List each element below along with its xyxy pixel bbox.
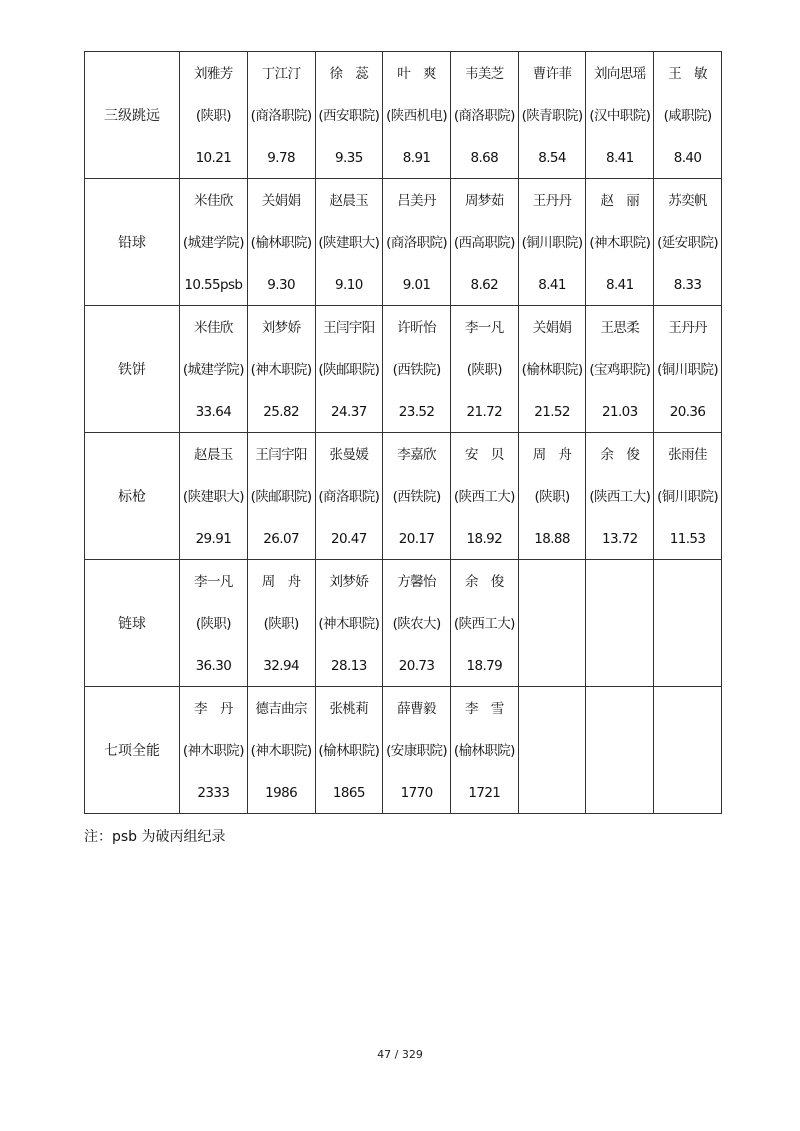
athlete-unit: (陕职) [195,616,231,632]
result-cell [450,433,518,560]
athlete-name: 王丹丹 [668,320,707,336]
athlete-unit: (安康职院) [386,743,448,759]
athlete-name: 刘梦娇 [329,574,369,590]
result-cell [518,306,586,433]
result-cell [315,433,383,560]
result-cell [518,179,586,306]
athlete-unit: (榆林职院) [521,362,583,378]
empty-cell [654,560,722,687]
event-name: 铁饼 [85,306,180,433]
result-score: 1865 [332,785,365,801]
athlete-name: 丁江汀 [261,66,301,82]
event-row [85,52,722,179]
result-cell [315,560,383,687]
result-score: 8.62 [470,277,499,293]
athlete-unit: (陕建职大) [182,489,244,505]
athlete-unit: (陕职) [263,616,299,632]
athlete-name: 赵晨玉 [194,447,233,463]
result-score: 20.17 [398,531,435,547]
event-name: 铅球 [85,179,180,306]
athlete-name: 苏奕帆 [668,193,707,209]
result-score: 20.36 [669,404,706,420]
athlete-name: 张雨佳 [668,447,707,463]
athlete-name: 赵 丽 [600,193,640,209]
result-score: 23.52 [398,404,435,420]
result-cell [518,52,586,179]
result-score: 18.92 [466,531,503,547]
result-cell [315,52,383,179]
athlete-name: 方馨怡 [397,574,436,590]
athlete-unit: (陕职) [466,362,502,378]
empty-cell [586,560,654,687]
result-score: 1770 [400,785,433,801]
athlete-unit: (城建学院) [182,362,244,378]
result-cell [586,52,654,179]
result-cell [315,179,383,306]
page-number: 47 / 329 [377,1048,423,1061]
athlete-unit: (陕青职院) [521,108,583,124]
event-name: 七项全能 [85,687,180,814]
athlete-unit: (神木职院) [250,362,312,378]
result-score: 8.68 [470,150,499,166]
result-cell [450,560,518,687]
athlete-unit: (西高职院) [453,235,515,251]
athlete-name: 吕美丹 [397,193,436,209]
athlete-unit: (城建学院) [182,235,244,251]
athlete-unit: (陕邮职院) [250,489,312,505]
athlete-unit: (陕建职大) [318,235,380,251]
result-cell [180,179,248,306]
athlete-name: 张曼媛 [329,447,369,463]
event-row [85,306,722,433]
result-cell [247,52,315,179]
result-cell [383,179,451,306]
athlete-unit: (陕西工大) [589,489,651,505]
athlete-unit: (铜川职院) [657,362,719,378]
result-cell [180,687,248,814]
result-score: 9.01 [402,277,431,293]
result-score: 9.10 [335,277,363,293]
result-cell [450,52,518,179]
empty-cell [586,687,654,814]
athlete-name: 余 俊 [600,447,640,463]
athlete-unit: (汉中职院) [589,108,651,124]
result-score: 10.55psb [184,277,243,293]
athlete-name: 王闫宇阳 [323,320,375,336]
event-name: 链球 [85,560,180,687]
result-score: 8.41 [605,277,634,293]
result-cell [654,306,722,433]
result-score: 20.47 [331,531,367,547]
empty-cell [654,687,722,814]
result-score: 13.72 [601,531,638,547]
athlete-name: 关娟娟 [532,320,572,336]
event-row [85,179,722,306]
athlete-unit: (榆林职院) [318,743,380,759]
result-score: 21.72 [466,404,503,420]
result-score: 8.91 [402,150,431,166]
result-cell [247,687,315,814]
result-cell [315,306,383,433]
result-cell [586,306,654,433]
athlete-name: 余 俊 [464,574,504,590]
athlete-unit: (铜川职院) [657,489,719,505]
result-cell [180,433,248,560]
result-cell [383,687,451,814]
result-score: 32.94 [263,658,299,674]
athlete-name: 周 舟 [261,574,301,590]
athlete-name: 王 敏 [668,66,707,82]
athlete-unit: (神木职院) [318,616,380,632]
result-score: 8.54 [538,150,566,166]
athlete-unit: (商洛职院) [453,108,515,124]
athlete-name: 李一凡 [194,574,233,590]
result-cell [383,52,451,179]
result-score: 25.82 [263,404,299,420]
result-score: 28.13 [331,658,367,674]
athlete-name: 李一凡 [464,320,504,336]
event-row [85,433,722,560]
result-cell [180,52,248,179]
athlete-unit: (西安职院) [318,108,380,124]
athlete-name: 薛曹毅 [397,701,436,717]
result-score: 18.79 [466,658,503,674]
result-cell [518,433,586,560]
result-score: 18.88 [534,531,570,547]
result-cell [247,179,315,306]
result-score: 8.33 [673,277,702,293]
athlete-name: 米佳欣 [194,320,233,336]
results-table [84,51,722,814]
athlete-name: 关娟娟 [261,193,301,209]
result-cell [450,306,518,433]
athlete-name: 韦美芝 [464,66,504,82]
athlete-name: 刘向思瑶 [594,66,646,82]
result-cell [450,179,518,306]
athlete-name: 刘梦娇 [261,320,301,336]
result-cell [383,560,451,687]
athlete-name: 米佳欣 [194,193,233,209]
result-score: 9.35 [335,150,363,166]
result-cell [315,687,383,814]
athlete-name: 李 雪 [464,701,504,717]
athlete-unit: (西铁院) [392,362,441,378]
athlete-unit: (神木职院) [589,235,651,251]
athlete-unit: (咸职院) [663,108,712,124]
athlete-name: 曹许菲 [532,66,572,82]
athlete-unit: (延安职院) [657,235,719,251]
event-name: 标枪 [85,433,180,560]
athlete-unit: (陕职) [534,489,570,505]
result-score: 21.03 [601,404,638,420]
result-cell [180,306,248,433]
result-cell [654,52,722,179]
result-score: 8.41 [538,277,566,293]
athlete-name: 张桃莉 [329,701,369,717]
result-cell [247,560,315,687]
athlete-name: 周梦茹 [464,193,504,209]
athlete-name: 刘雅芳 [194,66,233,82]
athlete-unit: (陕邮职院) [318,362,380,378]
result-score: 9.78 [267,150,295,166]
result-score: 24.37 [331,404,367,420]
athlete-unit: (陕农大) [392,616,441,632]
result-cell [383,433,451,560]
result-cell [586,433,654,560]
athlete-name: 赵晨玉 [329,193,369,209]
athlete-name: 王思柔 [600,320,640,336]
result-score: 1986 [265,785,298,801]
athlete-unit: (榆林职院) [453,743,515,759]
result-cell [586,179,654,306]
athlete-name: 李嘉欣 [397,447,436,463]
athlete-unit: (商洛职院) [386,235,448,251]
athlete-unit: (陕西工大) [453,489,515,505]
result-cell [247,306,315,433]
result-score: 33.64 [195,404,232,420]
event-name: 三级跳远 [85,52,180,179]
athlete-unit: (陕西机电) [386,108,448,124]
result-cell [450,687,518,814]
result-score: 26.07 [263,531,299,547]
result-score: 8.41 [605,150,634,166]
athlete-name: 周 舟 [532,447,572,463]
result-cell [654,433,722,560]
athlete-name: 叶 爽 [397,66,436,82]
event-row [85,687,722,814]
athlete-name: 德吉曲宗 [255,701,307,717]
result-score: 29.91 [195,531,232,547]
athlete-name: 许昕怡 [397,320,436,336]
athlete-unit: (商洛职院) [318,489,380,505]
result-score: 1721 [468,785,501,801]
event-row [85,560,722,687]
athlete-unit: (铜川职院) [521,235,583,251]
athlete-unit: (商洛职院) [250,108,312,124]
athlete-unit: (宝鸡职院) [589,362,651,378]
result-cell [247,433,315,560]
athlete-name: 安 贝 [464,447,504,463]
result-cell [180,560,248,687]
result-cell [383,306,451,433]
athlete-name: 李 丹 [194,701,233,717]
result-score: 11.53 [669,531,706,547]
result-score: 36.30 [195,658,232,674]
result-score: 21.52 [534,404,570,420]
athlete-name: 王丹丹 [532,193,572,209]
result-score: 10.21 [195,150,232,166]
athlete-name: 王闫宇阳 [255,447,307,463]
athlete-unit: (神木职院) [250,743,312,759]
athlete-unit: (陕职) [195,108,231,124]
result-score: 8.40 [673,150,702,166]
result-score: 2333 [197,785,230,801]
athlete-unit: (榆林职院) [250,235,312,251]
athlete-unit: (神木职院) [182,743,244,759]
athlete-unit: (陕西工大) [453,616,515,632]
athlete-name: 徐 蕊 [329,66,369,82]
empty-cell [518,560,586,687]
result-score: 9.30 [267,277,295,293]
empty-cell [518,687,586,814]
result-cell [654,179,722,306]
athlete-unit: (西铁院) [392,489,441,505]
footnote: 注：psb 为破丙组纪录 [84,829,226,845]
result-score: 20.73 [398,658,435,674]
